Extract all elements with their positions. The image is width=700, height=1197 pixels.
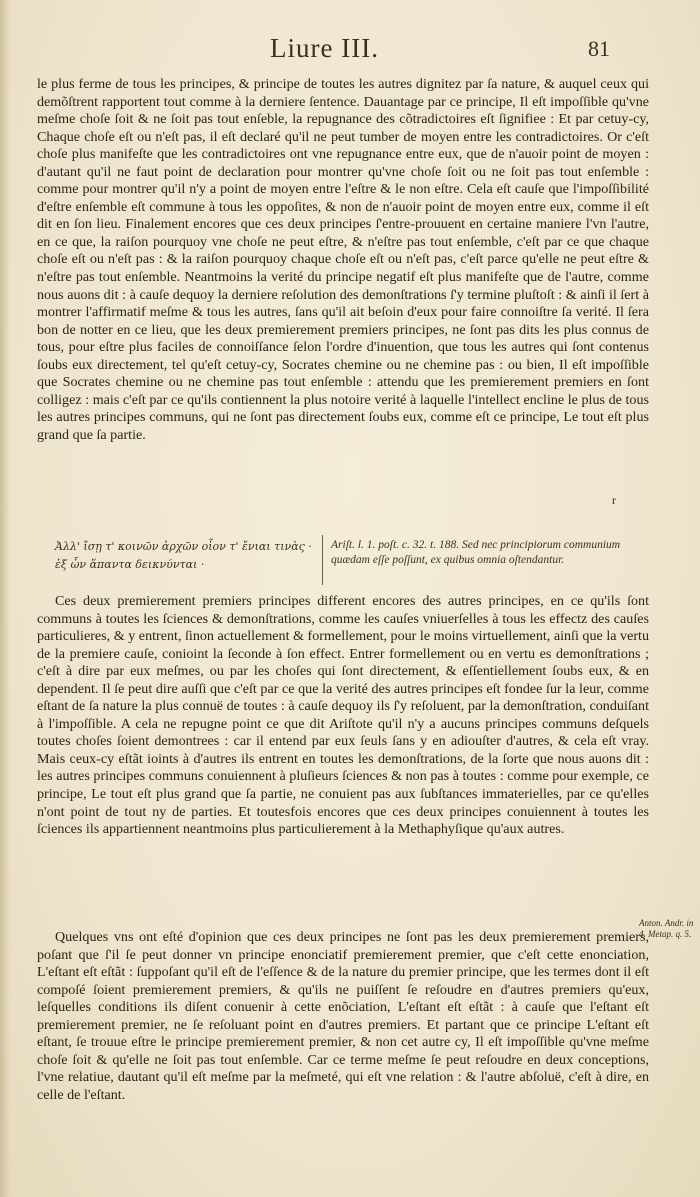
body-paragraph-1: le plus ferme de tous les principes, & principe de toutes les autres dignitez par ſa nature, & auquel ceux qui demõſtrent rapportent tout comme à la derniere ſentence. Dauantage par ce principe, Il eſt impoſſible qu'vne meſme choſe ſoit & ne ſoit pas tout enſeble, la repugnance des cõtradictoires eſt ſignifiee : Et par cetuy-cy, Chaque choſe eſt ou n'eſt pas, il eſt declaré qu'il ne peut tumber de moyen entre les contradictoires. Or c'eſt choſe plus manifeſte que les contradictoires ont vne repugnance entre eux, que de n'auoir point de moyen : d'autant qu'il ne faut point de declaration pour montrer qu'vne choſe ſoit ou ne ſoit pas tout enſemble : comme pour montrer qu'il n'y a point de moyen entre l'eſtre & le non eſtre. Cela eſt cauſe que l'impoſſibilité d'eſtre enſemble eſt commune à tous les oppoſites, & non de n'auoir point de moyen entre eux, comme il eſt dit en ſon lieu. Finalement encores que ces deux principes ſ'entre-prouuent en certaine maniere l'vn l'autre, en ce que, la raiſon pourquoy vne choſe ne peut eſtre, & n'eſtre pas tout enſemble, c'eſt par ce que chaque choſe eſt ou n'eſt pas : & la raiſon pourquoy chaque choſe eſt ou n'eſt pas, c'eſt parce qu'elle ne peut eſtre & n'eſtre pas tout enſemble. Neantmoins la verité du principe negatif eſt plus manifeſte que de l'autre, comme nous auons dit : à cauſe dequoy la derniere reſolution des demonſtrations ſ'y termine pluſtoſt : & ainſi il ſert à montrer l'affirmatif meſme & tous les autres, ſans qu'il ait beſoin d'eux pour faire connoiſtre ſa verité. Il ſera bon de notter en ce lieu, que les deux premierement premiers principes, ne ſont pas dits les plus connus de tous, pour eſtre plus faciles de connoiſſance ſelon l'ordre d'inuention, que tous les autres qui ſont contenus ſoubs eux directement, tel qu'eſt cetuy-cy, Socrates chemine ou ne chemine pas : ou bien, Il eſt impoſſible que Socrates chemine ou ne chemine pas tout enſemble : attendu que les premierement premiers en ſont colligez : mais c'eſt par ce qu'ils contiennent la plus notoire verité à laquelle l'intellect encline le plus de tous les autres principes communs, qui ne ſont pas directement ſoubs eux, comme eſt ce principe, Le tout eſt plus grand que ſa partie.: [37, 76, 649, 443]
running-header-title: Liure III.: [270, 33, 379, 63]
margin-mark: r: [612, 493, 616, 507]
body-paragraph-2: Ces deux premierement premiers principes different encores des autres principes, en ce qu'ils ſont communs à toutes les ſciences & demonſtrations, comme les cauſes vniuerſelles à tous les effectz des cauſes particulieres, & y entrent, ſinon actuellement & formellement, pour le moins virtuellement, ainſi que la vertu de la premiere cauſe, conioint la ſeconde à ſon effect. Entrer formellement ou en vertu es demonſtrations ; c'eſt à dire par eux meſmes, ou par les choſes qui ſont directement, & eſſentiellement ſoubs eux, & en dependent. Il ſe peut dire auſſi que c'eſt par ce que la verité des autres principes eſt fondee ſur la leur, comme eſtant de ſa nature la plus connuë de toutes : à cauſe dequoy ils ſ'y reſoluent, par la demonſtration, conduiſant à l'impoſſible. A cela ne repugne point ce que dit Ariſtote qu'il n'y a aucuns principes communs deſquels toutes choſes ſoient demontrees : car il entend par eux ſeuls ſans y en adiouſter d'autres, & cela eſt vray. Mais ceux-cy eſtãt ioints à d'autres ils entrent en toutes les demonſtrations, de la ſorte que nous auons dit : les autres principes communs conuiennent à pluſieurs ſciences & non pas à toutes : comme pour exemple, ce principe, Le tout eſt plus grand que ſa partie, ne conuient pas aux ſubſtances immaterielles, par ce qu'elles n'ont point de tout ny de parties. Et toutesfois encores que ces deux principes conuiennent à toutes les ſciences ils appartiennent neantmoins plus particulierement à la Methaphyſique qu'aux autres.: [37, 593, 649, 838]
page-edge-shadow: [0, 0, 10, 1197]
page-number: 81: [588, 36, 610, 61]
greek-quotation: Ἀλλ' ἴσῃ τ' κοινῶν ἀρχῶν οἷον τ' ἔνιαι τινὰς · ἐξ ὧν ἅπαντα δεικνύνται ·: [55, 540, 312, 571]
quotation-divider: [322, 535, 323, 585]
body-paragraph-3: Quelques vns ont eſté d'opinion que ces deux principes ne ſont pas les deux premierement premiers, poſant que ſ'il ſe peut donner vn principe enonciatif premierement premier, que c'eſt cette enonciation, L'eſtant eſt eſtãt : ſuppoſant qu'il eſt de l'eſſence & de la nature du premier principe, que les termes dont il eſt compoſé ſoient premierement premiers, & qu'ils ne puiſſent ſe reſoudre en d'autres premiers qu'eux, leſquelles conditions ils diſent conuenir à cette enõciation, L'eſtant eſt eſtãt : à cauſe que l'eſtant eſt premierement premier, ne ſe reſoluant point en d'autres premiers. Et partant que ce principe L'eſtant eſt eſtant, ſe trouue eſtre le principe premierement premier, & non cet autre cy, Il eſt impoſſible qu'vne meſme choſe ſoit & qu'elle ne ſoit pas tout enſemble. Car ce terme meſme ſe peut reſoudre en deux conceptions, l'vne relatiue, dautant qu'il eſt meſme par la meſmeté, qui eſt vne relation : & l'autre abſoluë, c'eſt à dire, en celle de l'eſtant.: [37, 929, 649, 1103]
margin-note-citation: Anton. Andr. in 4. Metap. q. 5.: [639, 918, 694, 939]
latin-citation: Ariſt. l. 1. poſt. c. 32. t. 188. Sed nec principiorum communium quædam eſſe poſſunt, ex quibus omnia oſtendantur.: [331, 539, 621, 566]
